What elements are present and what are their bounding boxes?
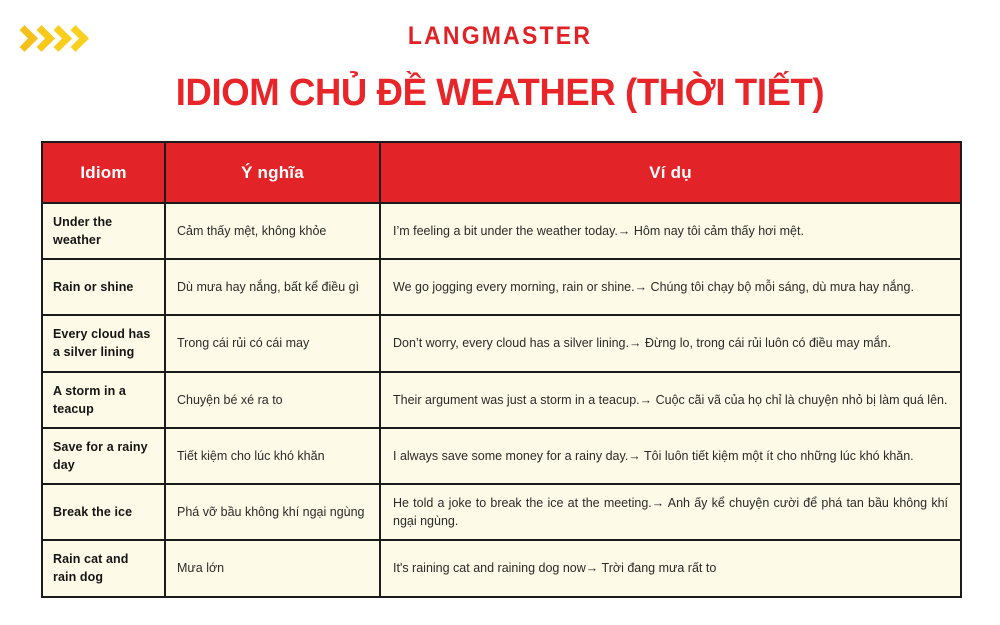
cell-idiom: Save for a rainy day [42,428,165,484]
table-row [42,372,961,428]
table-header-row [42,142,961,203]
cell-idiom: Rain or shine [42,259,165,315]
cell-idiom: Break the ice [42,484,165,540]
column-header-idiom: Idiom [42,142,165,203]
cell-idiom: Rain cat and rain dog [42,540,165,596]
table-row [42,540,961,596]
column-header-meaning: Ý nghĩa [165,142,380,203]
table-body [42,203,961,597]
cell-example: I always save some money for a rainy day.→ Tôi luôn tiết kiệm một ít cho những lúc khó khăn. [380,428,961,484]
table-row [42,428,961,484]
table-row [42,484,961,540]
cell-meaning: Tiết kiệm cho lúc khó khăn [165,428,380,484]
cell-meaning: Mưa lớn [165,540,380,596]
cell-example: Don’t worry, every cloud has a silver lining.→ Đừng lo, trong cái rủi luôn có điều may mắn. [380,315,961,371]
cell-example: It's raining cat and raining dog now→ Trời đang mưa rất to [380,540,961,596]
table-row [42,315,961,371]
idioms-table [41,141,962,598]
table-row [42,203,961,259]
cell-meaning: Cảm thấy mệt, không khỏe [165,203,380,259]
page-title: IDIOM CHỦ ĐỀ WEATHER (THỜI TIẾT) [175,72,825,114]
cell-idiom: Under the weather [42,203,165,259]
cell-meaning: Chuyện bé xé ra to [165,372,380,428]
table-row [42,259,961,315]
cell-example: He told a joke to break the ice at the meeting.→ Anh ấy kể chuyện cười để phá tan bầu không khí ngại ngùng. [380,484,961,540]
brand-name: LANGMASTER [407,22,593,50]
cell-meaning: Trong cái rủi có cái may [165,315,380,371]
cell-example: We go jogging every morning, rain or shine.→ Chúng tôi chạy bộ mỗi sáng, dù mưa hay nắng. [380,259,961,315]
cell-example: I’m feeling a bit under the weather today.→ Hôm nay tôi cảm thấy hơi mệt. [380,203,961,259]
table-header [42,142,961,203]
column-header-example: Ví dụ [380,142,961,203]
idioms-table-container [41,141,960,598]
cell-example: Their argument was just a storm in a teacup.→ Cuộc cãi vã của họ chỉ là chuyện nhỏ bị làm quá lên. [380,372,961,428]
cell-meaning: Phá vỡ bầu không khí ngại ngùng [165,484,380,540]
cell-idiom: A storm in a teacup [42,372,165,428]
cell-idiom: Every cloud has a silver lining [42,315,165,371]
cell-meaning: Dù mưa hay nắng, bất kể điều gì [165,259,380,315]
